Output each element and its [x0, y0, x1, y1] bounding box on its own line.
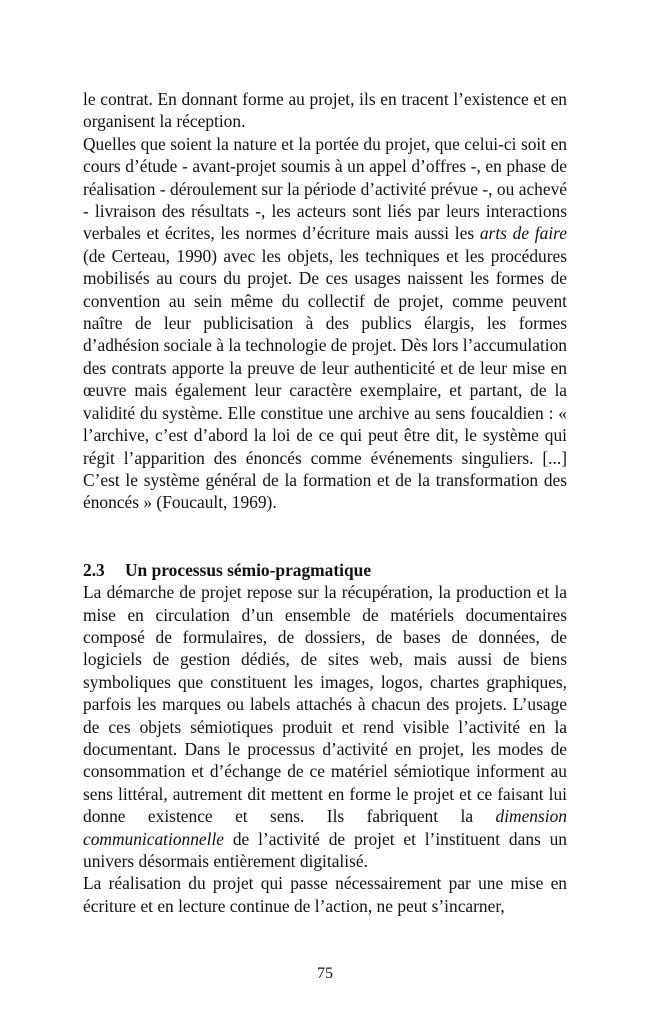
- paragraph-4: [83, 872, 567, 917]
- section-gap: [83, 514, 567, 559]
- paragraph-text: La réalisation du projet qui passe nécessairement par une mise en écriture et en lecture continue de l’action, ne peut s’incarner,: [83, 873, 567, 916]
- paragraph-text: Quelles que soient la nature et la portée du projet, que celui-ci soit en cours d’étude - avant-projet soumis à un appel d’offres -, en phase de réalisation - déroulement sur la période d’activité prévue -, ou achevé - livraison des résultats -, les acteurs sont liés par leurs interactions verbales et écrites, les normes d’écriture mais aussi les: [83, 133, 567, 244]
- paragraph-text: La démarche de projet repose sur la récupération, la production et la mise en circulation d’un ensemble de matériels documentaires composé de formulaires, de dossiers, de bases de données, de logiciels de gestion dédiés, de sites web, mais aussi de biens symboliques que constituent les images, logos, chartes graphiques, parfois les marques ou labels attachés à chacun des projets. L’usage de ces objets sémiotiques produit et rend visible l’activité en la documentant. Dans le processus d’activité en projet, les modes de consommation et d’échange de ce matériel sémiotique informent au sens littéral, autrement dit mettent en forme le projet et ce faisant lui donne existence et sens. Ils fabriquent la: [83, 582, 567, 827]
- italic-phrase: dimension communicationnelle: [83, 806, 567, 849]
- paragraph-3: [83, 581, 567, 872]
- paragraph-2: [83, 133, 567, 514]
- section-heading: [83, 559, 567, 581]
- page-number: 75: [317, 965, 333, 982]
- section-title: Un processus sémio-pragmatique: [125, 559, 372, 580]
- section-number: 2.3: [83, 559, 105, 580]
- paragraph-1: [83, 88, 567, 133]
- page-body: [83, 88, 567, 917]
- paragraph-text: le contrat. En donnant forme au projet, ils en tracent l’existence et en organisent la réception.: [83, 89, 567, 132]
- paragraph-text: (de Certeau, 1990) avec les objets, les techniques et les procédures mobilisés au cours du projet. De ces usages naissent les formes de convention au sein même du collectif de projet, comme peuvent naître de leur publicisation à des publics élargis, les formes d’adhésion sociale à la technologie de projet. Dès lors l’accumulation des contrats apporte la preuve de leur authenticité et de leur mise en œuvre mais également leur caractère exemplaire, et partant, de la validité du système. Elle constitue une archive au sens foucaldien : « l’archive, c’est d’abord la loi de ce qui peut être dit, le système qui régit l’apparition des énoncés comme événements singuliers. [...] C’est le système général de la formation et de la transformation des énoncés » (Foucault, 1969).: [83, 245, 567, 513]
- paragraph-text: de l’activité de projet et l’instituent dans un univers désormais entièrement digitalisé.: [83, 828, 567, 871]
- italic-phrase: arts de faire: [479, 223, 568, 244]
